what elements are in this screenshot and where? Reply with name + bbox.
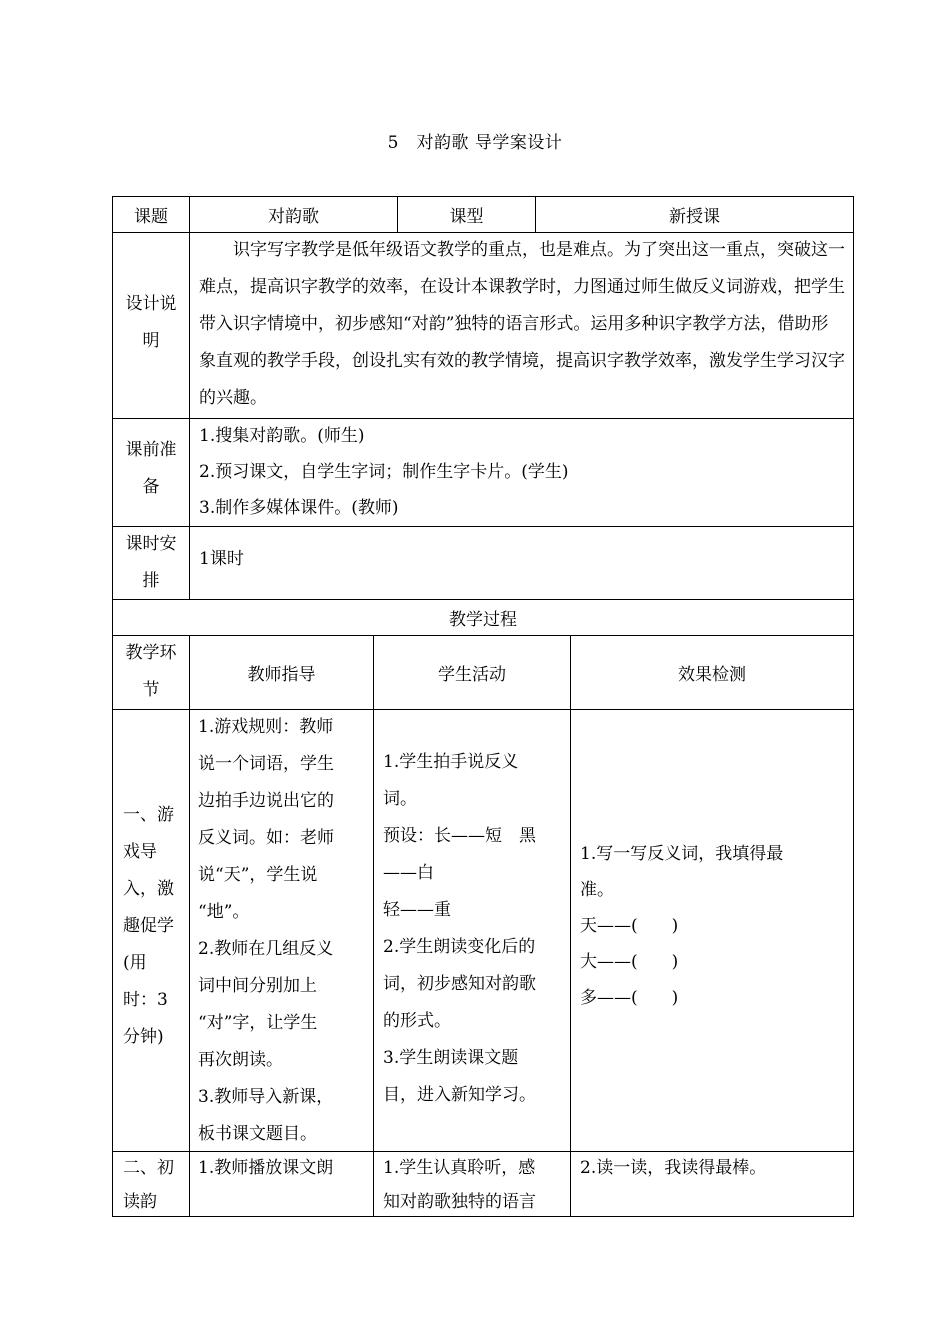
- stage1-label-line: 时：3: [123, 990, 168, 1010]
- design-label-cell: [112, 232, 190, 419]
- stage1-student-line: ——白: [383, 863, 434, 883]
- stage2-label-line: 读韵: [123, 1192, 157, 1212]
- topic-value: 对韵歌: [268, 207, 319, 227]
- student-header: 学生活动: [438, 664, 506, 685]
- design-label-line2: 明: [142, 331, 160, 351]
- stage2-teacher-line: 1.教师播放课文朗: [198, 1158, 334, 1178]
- stage2-check-cell: [571, 1151, 854, 1217]
- student-header-cell: [374, 635, 571, 710]
- type-label: 课型: [449, 207, 484, 227]
- stage-header-line2: 节: [142, 680, 160, 700]
- stage1-student-line: 的形式。: [383, 1011, 451, 1031]
- stage1-student-line: 2.学生朗读变化后的: [383, 937, 536, 957]
- stage1-student-line: 目，进入新知学习。: [383, 1085, 536, 1105]
- stage1-teacher-line: 板书课文题目。: [198, 1124, 317, 1144]
- stage1-label-cell: [112, 709, 190, 1152]
- process-title-cell: [112, 599, 854, 636]
- schedule-label-cell: [112, 526, 190, 600]
- stage1-check-line: 多——( ): [580, 988, 679, 1008]
- stage1-student-line: 词，初步感知对韵歌: [383, 974, 536, 994]
- stage1-teacher-cell: [190, 709, 374, 1152]
- stage2-student-cell: [374, 1151, 571, 1217]
- type-value: 新授课: [669, 207, 720, 227]
- prep-item: 3.制作多媒体课件。(教师): [199, 498, 399, 518]
- stage1-teacher-line: “地”。: [198, 902, 250, 922]
- prep-items-cell: [190, 418, 854, 527]
- stage1-student-line: 预设：长——短 黑: [383, 826, 536, 846]
- stage1-label-line: 戏导: [123, 842, 157, 862]
- schedule-value: 1课时: [199, 549, 244, 569]
- stage1-label-line: 趣促学: [123, 916, 174, 936]
- stage1-teacher-line: 词中间分别加上: [198, 976, 317, 996]
- schedule-value-cell: [190, 526, 854, 600]
- stage1-teacher-line: 说“天”，学生说: [198, 865, 318, 885]
- stage1-student-line: 轻——重: [383, 900, 451, 920]
- check-header: 效果检测: [678, 664, 746, 685]
- prep-item: 1.搜集对韵歌。(师生): [199, 426, 365, 446]
- schedule-label-line1: 课时安: [125, 534, 177, 554]
- stage1-teacher-line: 边拍手边说出它的: [198, 791, 334, 811]
- stage1-student-line: 3.学生朗读课文题: [383, 1048, 519, 1068]
- stage2-label-line: 二、初: [123, 1158, 174, 1178]
- stage-header-line1: 教学环: [125, 643, 177, 663]
- topic-label: 课题: [134, 207, 168, 227]
- stage1-check-line: 准。: [580, 880, 614, 900]
- design-label-line1: 设计说: [125, 294, 177, 314]
- stage1-check-cell: [571, 709, 854, 1152]
- stage1-teacher-line: 说一个词语，学生: [198, 754, 334, 774]
- type-label-cell: [398, 196, 536, 233]
- check-header-cell: [571, 635, 854, 710]
- stage1-check-line: 天——( ): [580, 916, 679, 936]
- stage-header-cell: [112, 635, 190, 710]
- stage1-teacher-line: 1.游戏规则：教师: [198, 717, 334, 737]
- page-title: 5 对韵歌 导学案设计: [387, 133, 563, 153]
- stage1-student-line: 词。: [383, 789, 417, 809]
- stage1-teacher-line: “对”字，让学生: [198, 1013, 318, 1033]
- teacher-header-cell: [190, 635, 374, 710]
- design-text-cell: [190, 232, 854, 419]
- process-title: 教学过程: [449, 609, 517, 630]
- stage1-teacher-line: 再次朗读。: [198, 1050, 283, 1070]
- stage1-label-line: (用: [123, 953, 147, 973]
- stage1-label-line: 入，激: [123, 879, 174, 899]
- prep-label-line2: 备: [142, 477, 160, 497]
- stage1-check-line: 1.写一写反义词，我填得最: [580, 844, 784, 864]
- stage2-check-line: 2.读一读，我读得最棒。: [580, 1158, 767, 1178]
- topic-label-cell: [112, 196, 190, 233]
- stage1-check-line: 大——( ): [580, 952, 679, 972]
- stage1-student-line: 1.学生拍手说反义: [383, 752, 519, 772]
- stage2-student-line: 1.学生认真聆听，感: [383, 1158, 536, 1178]
- topic-value-cell: [190, 196, 398, 233]
- stage1-teacher-line: 反义词。如：老师: [198, 828, 334, 848]
- stage1-label-line: 分钟): [123, 1027, 164, 1047]
- stage1-student-cell: [374, 709, 571, 1152]
- stage1-label-line: 一、游: [123, 805, 174, 825]
- teacher-header: 教师指导: [247, 664, 316, 685]
- type-value-cell: [536, 196, 854, 233]
- prep-item: 2.预习课文，自学生字词；制作生字卡片。(学生): [199, 462, 569, 482]
- stage1-teacher-line: 3.教师导入新课，: [198, 1087, 334, 1107]
- prep-label-cell: [112, 418, 190, 527]
- prep-label-line1: 课前准: [125, 440, 177, 460]
- schedule-label-line2: 排: [142, 571, 160, 591]
- design-text: 识字写字教学是低年级语文教学的重点，也是难点。为了突出这一重点，突破这一难点，提高识字教学的效率，在设计本课教学时，力图通过师生做反义词游戏，把学生带入识字情境中，初步感知“对韵”独特的语言形式。运用多种识字教学方法，借助形象直观的教学手段，创设扎实有效的教学情境，提高识字教学效率，激发学生学习汉字的兴趣。: [199, 240, 845, 408]
- stage1-teacher-line: 2.教师在几组反义: [198, 939, 334, 959]
- stage2-label-cell: [112, 1151, 190, 1217]
- stage2-student-line: 知对韵歌独特的语言: [383, 1192, 536, 1212]
- stage2-teacher-cell: [190, 1151, 374, 1217]
